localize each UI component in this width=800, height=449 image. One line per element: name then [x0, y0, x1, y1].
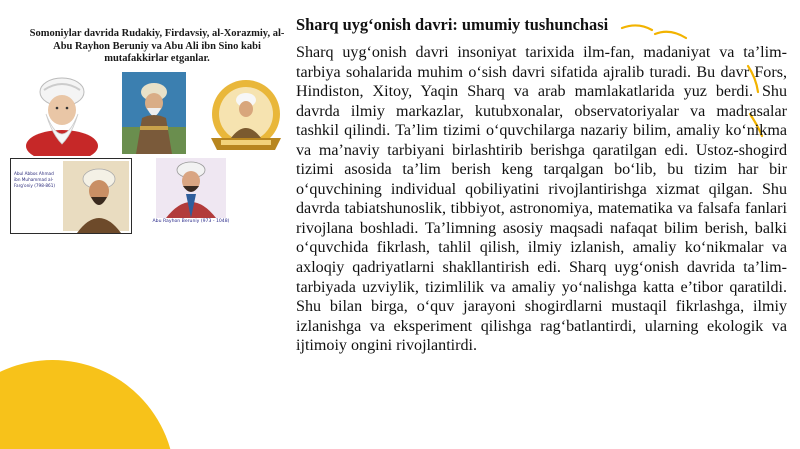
portrait-panel — [0, 0, 292, 449]
body-paragraph: Sharq uyg‘onish davri insoniyat tarixida ilm-fan, madaniyat va ta’lim-tarbiya sohalarida muhim o‘sish davri sifatida ajralib turadi. Bu davr Fors, Hindiston, Xitoy, Yaqin Sharq va arab mamlakatlarida yuz berdi. Shu davrda ilmiy markazlar, kutubxonalar, observatoriyalar va madrasalar tashkil qilindi. Ta’lim tizimi o‘quvchilarga nazariy bilim, amaliy ko‘nikma va ma’naviy tarbiyani birlashtirib berishga qaratilgan edi. Ustoz-shogird tizimi asosida ta’lim berish keng tarqalgan bo‘lib, bu tizim har bir o‘quvchining individual qobiliyatini rivojlantirishga xizmat qilgan. Shu davrda tabiatshunoslik, tibbiyot, astronomiya, matematika va falsafa fanlari rivojlana boshladi. Ta’limning asosiy maqsadi nafaqat bilim berish, balki o‘quvchida fikrlash, tahlil qilish, ilmiy izlanish, amaliy ko‘nikmalar va axloqiy qadriyatlarni shakllantirish edi. Sharq uyg‘onish davrida ta’lim-tarbiyada uzviylik, tizimlilik va amaliy yo‘nalishga katta e’tibor qaratildi. Shu bilan birga, o‘quv jarayoni shogirdlarni mustaqil fikrlashga, ilmiy izlanishga va eksperiment qilishga rag‘batlantirdi, ularning ekologik va ijtimoiy ongini rivojlantirdi. — [296, 44, 787, 355]
beruniy-caption: Abu Rayhon Beruniy (973 - 1048) — [152, 219, 230, 224]
portrait-scholar-emblem-icon — [205, 78, 287, 156]
portrait-seated-poet-icon — [122, 72, 186, 154]
portrait-beruniy-icon — [156, 158, 226, 218]
portrait-book-cover-icon — [10, 158, 132, 234]
portrait-elder-sage-icon — [22, 74, 102, 156]
page-title: Sharq uyg‘onish davri: umumiy tushunchasi — [296, 15, 609, 34]
book-cover-caption: Abul Abbos Ahmad ibn Muhammad al-Farg'oniy (798-861) — [14, 171, 55, 188]
portrait-panel-caption: Somoniylar davrida Rudakiy, Firdavsiy, al-Xorazmiy, al-Abu Rayhon Beruniy va Abu Ali ibn Sino kabi mutafakkirlar etganlar. — [29, 28, 285, 64]
